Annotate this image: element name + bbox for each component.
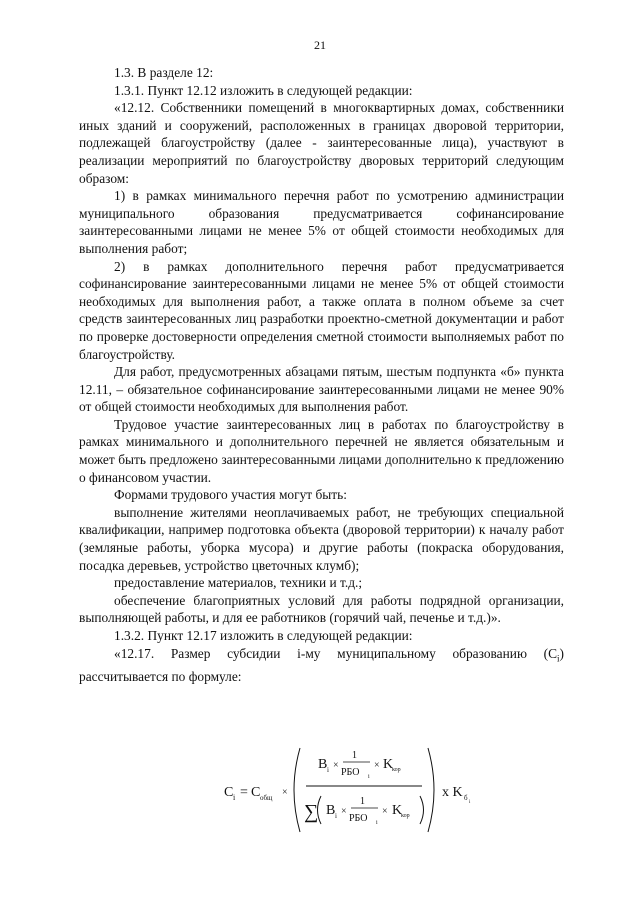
outer-paren-left bbox=[294, 748, 300, 832]
num-k: K bbox=[383, 757, 394, 772]
formula-svg bbox=[218, 740, 548, 840]
paragraph: «12.17. Размер субсидии i-му муниципальному образованию $(C_i)$ рассчитывается по формуле: bbox=[79, 645, 564, 684]
num-one: 1 bbox=[352, 750, 357, 761]
num-times-2: × bbox=[374, 760, 380, 771]
page-number: 21 bbox=[314, 38, 326, 52]
paragraph: 1.3.1. Пункт 12.12 изложить в следующей редакции: bbox=[114, 82, 413, 98]
paragraph: 2) в рамках дополнительного перечня работ предусматривается софинансирование заинтересованными лицами не менее 5% от общей стоимости необходимых для выполнения работ, а также оплата в полном объеме за счет средств заинтересованных лиц разработки проектно-сметной документации и работ по проверке достоверности определения сметной стоимости выполняемых работ по благоустройству. bbox=[79, 258, 564, 362]
outer-paren-right bbox=[428, 748, 434, 832]
paragraph: Формами трудового участия могут быть: bbox=[114, 487, 347, 503]
den-times-1: × bbox=[341, 806, 347, 817]
paragraph: предоставление материалов, техники и т.д.; bbox=[114, 575, 363, 591]
num-b: B bbox=[318, 757, 328, 772]
formula-k-delta-subsub: i bbox=[469, 800, 471, 805]
den-times-2: × bbox=[382, 806, 388, 817]
formula-c-total: C bbox=[251, 785, 261, 800]
formula-times-1: × bbox=[282, 787, 288, 798]
den-k-sub: кор bbox=[401, 813, 410, 819]
den-rbo: РБО bbox=[349, 813, 368, 824]
paragraph: выполнение жителями неоплачиваемых работ, не требующих специальной квалификации, например подготовка объекта (дворовой территории) к началу работ (земляные работы, уборка мусора) и другие работы (покраска оборудования, посадка деревьев, устройство цветочных клумб); bbox=[79, 504, 564, 573]
paragraph: Для работ, предусмотренных абзацами пятым, шестым подпункта «б» пункта 12.11, – обязательное софинансирование заинтересованными лицами не менее 90% от общей стоимости необходимых для выполнения работ. bbox=[79, 364, 564, 415]
paragraph: Трудовое участие заинтересованных лиц в работах по благоустройству в рамках минимального и дополнительного перечней не является обязательным и может быть предложено заинтересованными лицами дополнительно к предложению о финансовом участии. bbox=[79, 416, 564, 485]
den-k: K bbox=[392, 803, 403, 818]
formula-lhs-sub: i bbox=[233, 793, 236, 802]
formula-equals: = bbox=[240, 785, 248, 800]
den-b-sub: i bbox=[335, 812, 337, 820]
den-paren-right bbox=[420, 796, 424, 824]
formula-c-total-sub: общ bbox=[260, 794, 273, 802]
formula-lhs: C bbox=[224, 785, 234, 800]
sum-sign: ∑ bbox=[304, 801, 319, 823]
num-times-1: × bbox=[333, 760, 339, 771]
formula-x-k: x K bbox=[442, 785, 463, 800]
paragraph: 1.3.2. Пункт 12.17 изложить в следующей редакции: bbox=[114, 628, 413, 643]
num-rbo-sub: i bbox=[368, 774, 370, 780]
num-rbo: РБО bbox=[341, 767, 360, 778]
paragraph: 1.3. В разделе 12: bbox=[114, 65, 214, 80]
formula-k-delta-sub: б bbox=[464, 794, 468, 802]
paragraph: «12.12. Собственники помещений в многоквартирных домах, собственники иных зданий и сооружений, расположенных в границах дворовой территории, подлежащей благоустройству (далее - заинтересованные лица), участвуют в реализации мероприятий по благоустройству дворовых территорий следующим образом: bbox=[79, 100, 564, 186]
paragraph: 1) в рамках минимального перечня работ по усмотрению администрации муниципального образования предусматривается софинансирование заинтересованными лицами не менее 5% от общей стоимости необходимых для выполнения работ; bbox=[79, 188, 564, 256]
subsidy-formula bbox=[218, 740, 548, 840]
num-k-sub: кор bbox=[392, 767, 401, 773]
subscript: i bbox=[557, 653, 560, 664]
den-b: B bbox=[326, 803, 336, 818]
num-b-sub: i bbox=[327, 766, 329, 774]
paragraph: обеспечение благоприятных условий для работы подрядной организации, выполняющей работы, и для ее работников (горячий чай, печенье и т.д.)». bbox=[79, 592, 564, 626]
den-one: 1 bbox=[360, 796, 365, 807]
den-rbo-sub: i bbox=[376, 820, 378, 826]
document-body bbox=[79, 64, 564, 685]
